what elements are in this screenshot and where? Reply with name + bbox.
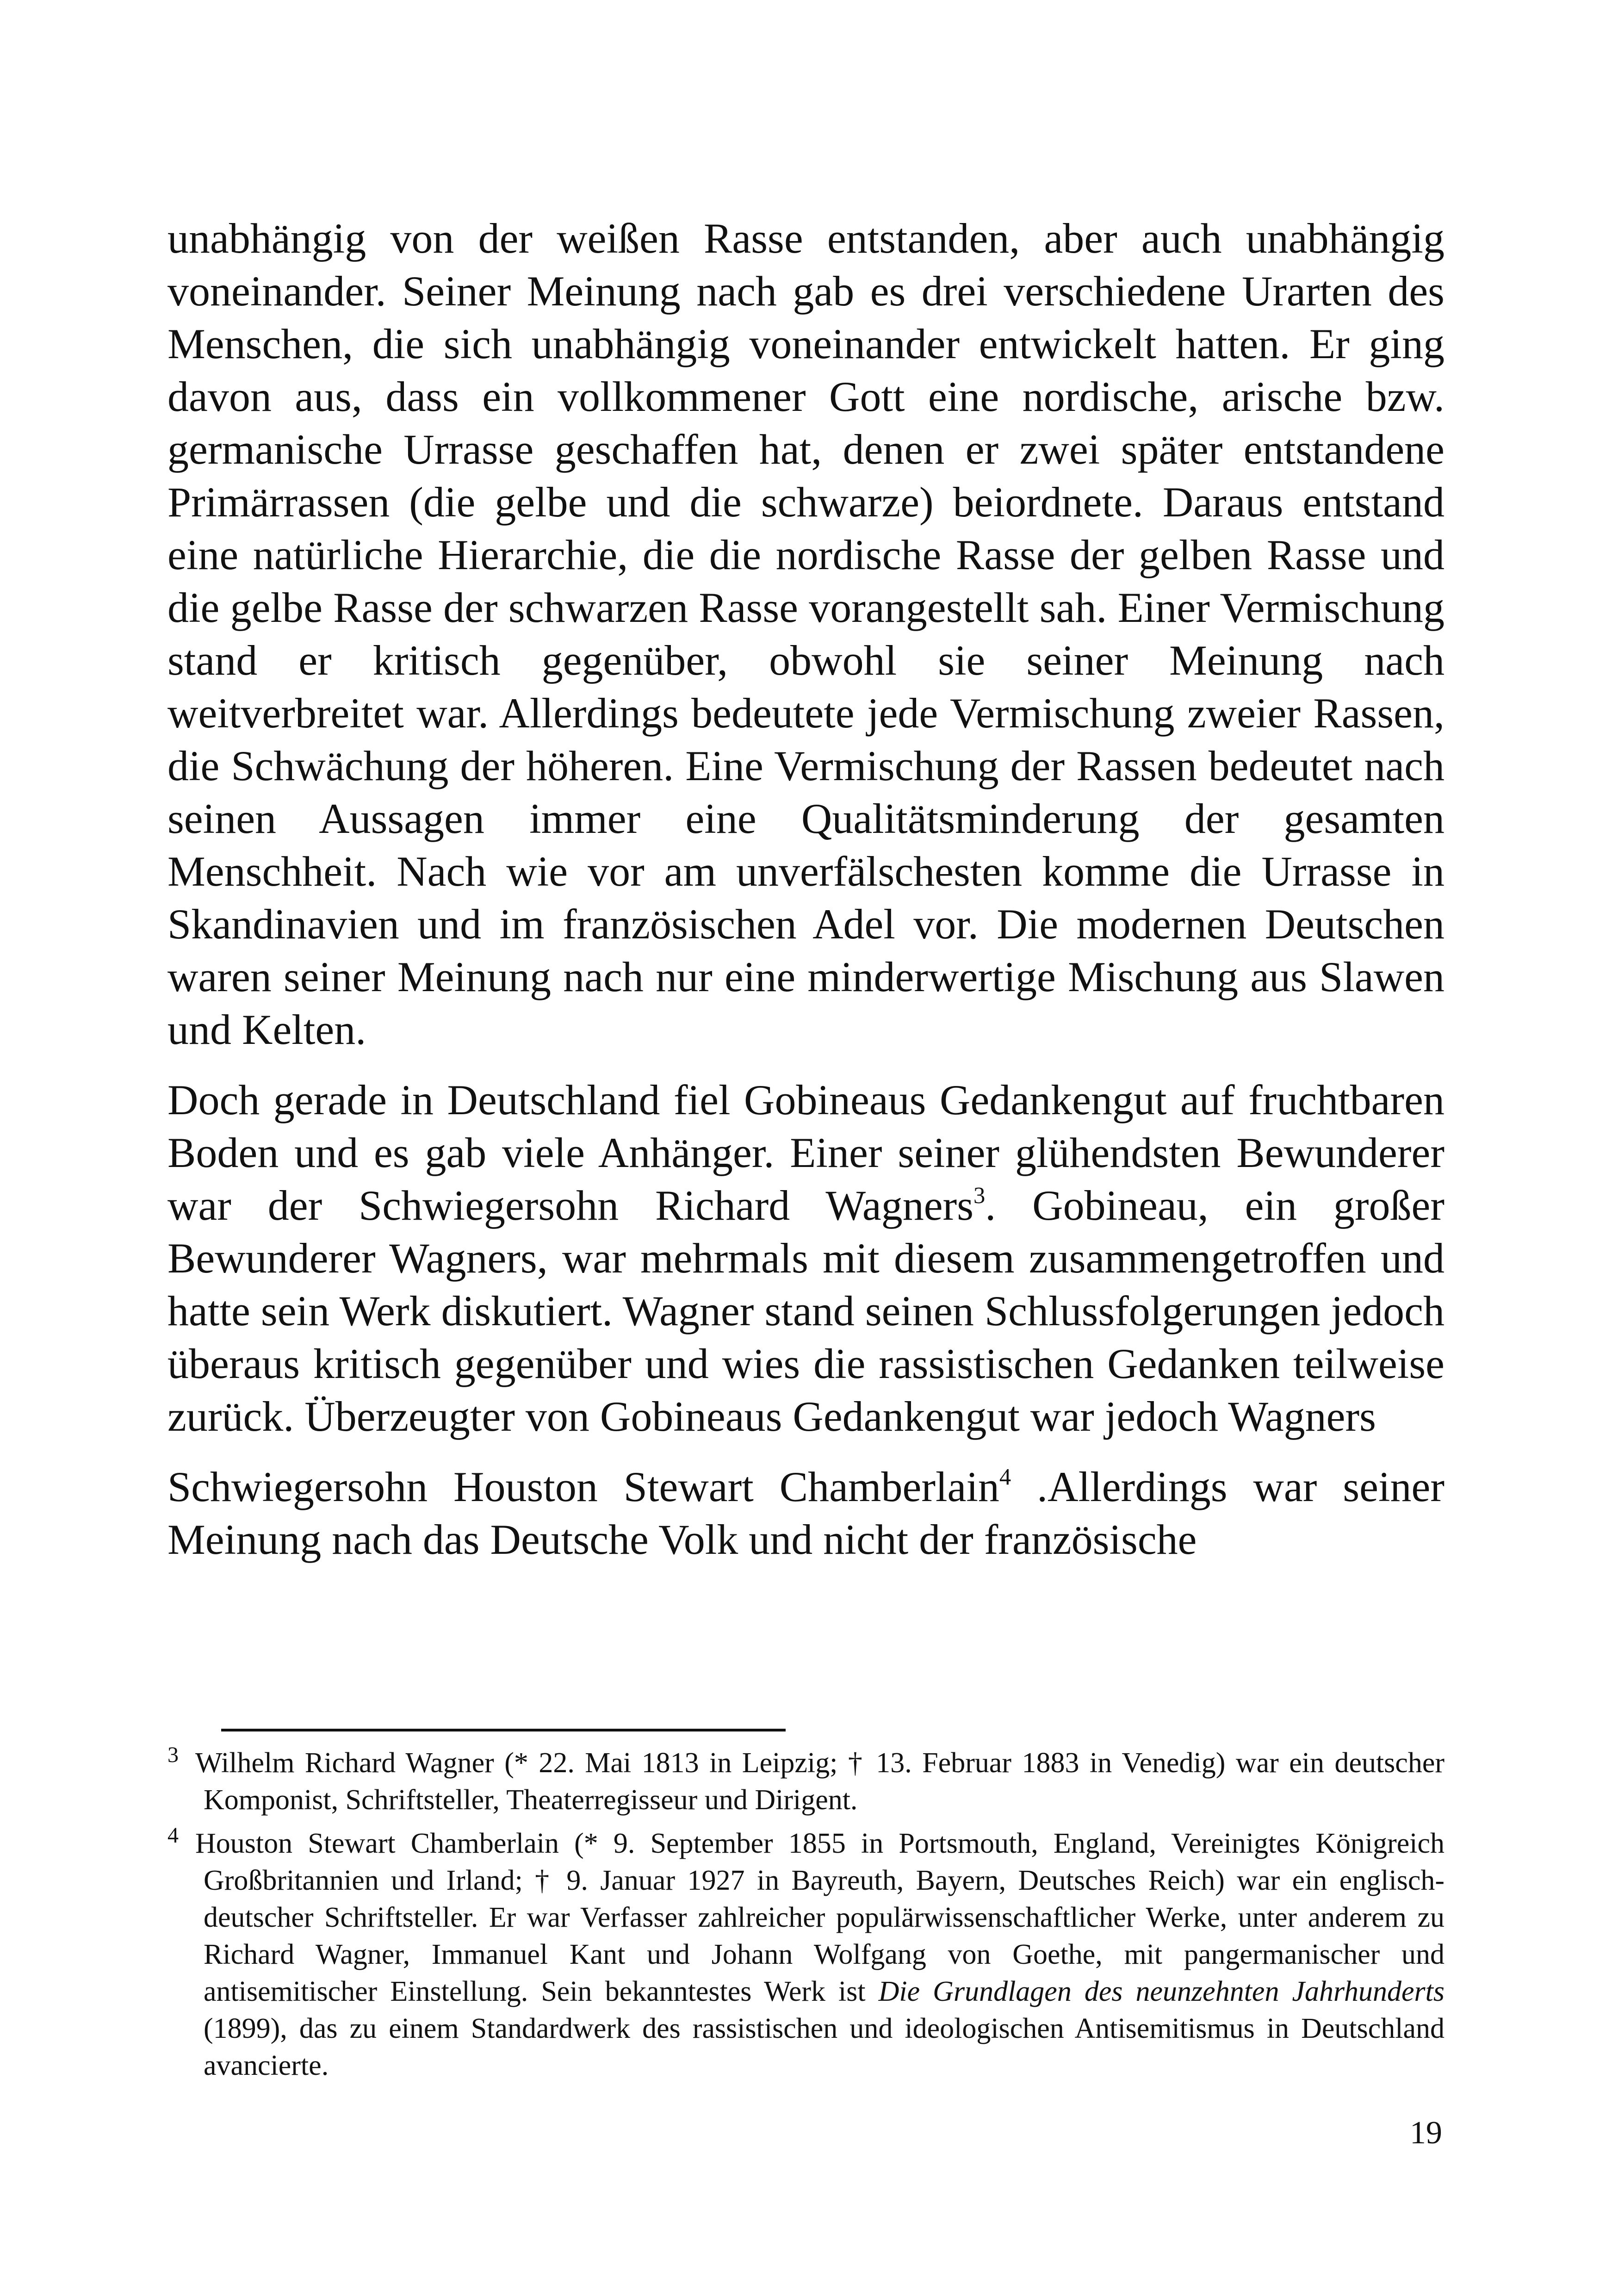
paragraph-text: .Allerdings war seiner Meinung nach das Deutsche Volk und nicht der französische	[167, 1463, 1444, 1563]
footnote-4: 4 Houston Stewart Chamberlain (* 9. September 1855 in Portsmouth, England, Vereinigtes Königreich Großbritannien und Irland; † 9. Januar 1927 in Bayreuth, Bayern, Deutsches Reich) war ein englisch-deutscher Schriftsteller. Er war Verfasser zahlreicher populärwissenschaftlicher Werke, unter anderem zu Richard Wagner, Immanuel Kant und Johann Wolfgang von Goethe, mit pangermanischer und antisemitischer Einstellung. Sein bekanntestes Werk ist Die Grundlagen des neunzehnten Jahrhunderts (1899), das zu einem Standardwerk des rassistischen und ideologischen Antisemitismus in Deutschland avancierte.	[167, 1823, 1444, 2081]
paragraph-text: Doch gerade in Deutschland fiel Gobineaus Gedankengut auf fruchtbaren Boden und es gab viele Anhänger. Einer seiner glühendsten Bewunderer war der Schwiegersohn Richard Wagners	[167, 1076, 1444, 1229]
footnote-reference-4[interactable]: 4	[999, 1464, 1011, 1490]
body-text	[167, 212, 1444, 1566]
paragraph-2	[167, 1074, 1444, 1443]
paragraph-1	[167, 212, 1444, 1056]
footnote-text: (1899), das zu einem Standardwerk des rassistischen und ideologischen Antisemitismus in Deutschland avancierte.	[204, 2013, 1444, 2081]
paragraph-3	[167, 1460, 1444, 1566]
footnote-text: Wilhelm Richard Wagner (* 22. Mai 1813 in Leipzig; † 13. Februar 1883 in Venedig) war ein deutscher Komponist, Schriftsteller, Theaterregisseur und Dirigent.	[195, 1747, 1444, 1816]
footnotes	[167, 1744, 1444, 2091]
book-title: Die Grundlagen des neunzehnten Jahrhunderts	[878, 1976, 1444, 2007]
page-number: 19	[1410, 2115, 1442, 2151]
footnote-reference-3[interactable]: 3	[973, 1182, 986, 1209]
paragraph-text: unabhängig von der weißen Rasse entstanden, aber auch unabhängig voneinander. Seiner Meinung nach gab es drei verschiedene Urarten des Menschen, die sich unabhängig voneinander entwickelt hatten. Er ging davon aus, dass ein vollkommener Gott eine nordische, arische bzw. germanische Urrasse geschaffen hat, denen er zwei später entstandene Primärrassen (die gelbe und die schwarze) beiordnete. Daraus entstand eine natürliche Hierarchie, die die nordische Rasse der gelben Rasse und die gelbe Rasse der schwarzen Rasse vorangestellt sah. Einer Vermischung stand er kritisch gegenüber, obwohl sie seiner Meinung nach weitverbreitet war. Allerdings bedeutete jede Vermischung zweier Rassen, die Schwächung der höheren. Eine Vermischung der Rassen bedeutet nach seinen Aussagen immer eine Qualitätsminderung der gesamten Menschheit. Nach wie vor am unverfälschesten komme die Urrasse in Skandinavien und im französischen Adel vor. Die modernen Deutschen waren seiner Meinung nach nur eine minderwertige Mischung aus Slawen und Kelten.	[167, 215, 1444, 1053]
footnote-3: 3 Wilhelm Richard Wagner (* 22. Mai 1813 in Leipzig; † 13. Februar 1883 in Venedig) war ein deutscher Komponist, Schriftsteller, Theaterregisseur und Dirigent.	[167, 1743, 1444, 1816]
footnote-text: Houston Stewart Chamberlain (* 9. September 1855 in Portsmouth, England, Vereinigtes Königreich Großbritannien und Irland; † 9. Januar 1927 in Bayreuth, Bayern, Deutsches Reich) war ein englisch-deutscher Schriftsteller. Er war Verfasser zahlreicher populärwissenschaftlicher Werke, unter anderem zu Richard Wagner, Immanuel Kant und Johann Wolfgang von Goethe, mit pangermanischer und antisemitischer Einstellung. Sein bekanntestes Werk ist	[195, 1828, 1444, 2007]
footnote-separator	[221, 1729, 786, 1731]
paragraph-text: Schwiegersohn Houston Stewart Chamberlain	[167, 1463, 999, 1510]
paragraph-text: . Gobineau, ein großer Bewunderer Wagners, war mehrmals mit diesem zusammengetroffen und hatte sein Werk diskutiert. Wagner stand seinen Schlussfolgerungen jedoch überaus kritisch gegenüber und wies die rassistischen Gedanken teilweise zurück. Überzeugter von Gobineaus Gedankengut war jedoch Wagners	[167, 1182, 1444, 1440]
